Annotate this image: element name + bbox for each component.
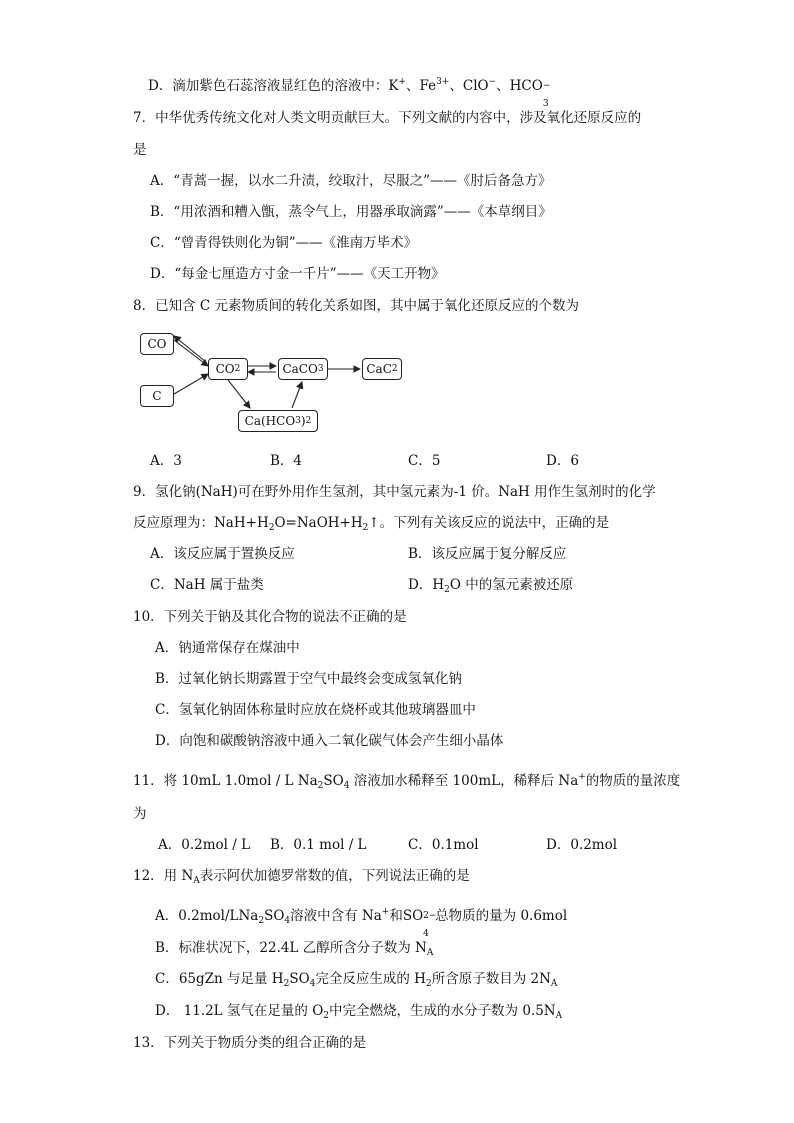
q10-stem: 10．下列关于钠及其化合物的说法不正确的是 xyxy=(133,609,407,625)
q11-stem-line2: 为 xyxy=(133,806,147,822)
q10-option-b: B．过氧化钠长期露置于空气中最终会变成氢氧化钠 xyxy=(155,671,462,687)
q12-stem: 12．用 $N_A$表示阿伏加德罗常数的值，下列说法正确的是 xyxy=(133,868,470,886)
q11-option-d: D．0.2mol xyxy=(546,837,618,853)
q12-option-d: D． 11.2L 氢气在足量的 $O_2$中完全燃烧，生成的水分子数为 $0.5N_A$ xyxy=(155,1003,563,1021)
q7-stem-line1: 7．中华优秀传统文化对人类文明贡献巨大。下列文献的内容中，涉及氧化还原反应的 xyxy=(133,110,642,126)
node-cac2: CaC 2 xyxy=(362,358,402,380)
q11-option-b: B．0.1 mol / L xyxy=(270,837,367,853)
node-co: CO xyxy=(140,333,174,355)
q10-option-a: A．钠通常保存在煤油中 xyxy=(155,640,300,656)
q9-stem-line1: 9．氢化钠(NaH)可在野外用作生氢剂，其中氢元素为-1 价。NaH 用作生氢剂时的化学 xyxy=(133,484,656,500)
q12-option-a: A．$0.2mol/LNa_2SO_4$溶液中含有 Na+和SO 2− 4 总物质的量为 0.6mol xyxy=(155,907,568,939)
q9-option-c: C．NaH 属于盐类 xyxy=(150,577,264,593)
q10-option-d: D．向饱和碳酸钠溶液中通入二氧化碳气体会产生细小晶体 xyxy=(155,733,504,749)
node-c: C xyxy=(140,385,174,407)
node-co2: CO 2 xyxy=(208,358,248,380)
q8-stem: 8．已知含 C 元素物质间的转化关系如图，其中属于氧化还原反应的个数为 xyxy=(133,298,580,314)
node-cahco3-2: Ca(HCO 3 ) 2 xyxy=(238,410,318,432)
q13-stem: 13．下列关于物质分类的组合正确的是 xyxy=(133,1035,367,1051)
q7-option-c: C．“曾青得铁则化为铜”——《淮南万毕术》 xyxy=(150,235,418,251)
q12-option-c: C．65gZn 与足量 $H_2SO_4$完全反应生成的 $H_2$所含原子数目为 $2N_A$ xyxy=(155,971,558,989)
q8-option-c: C．5 xyxy=(408,453,441,469)
q7-option-b: B．“用浓酒和糟入甑，蒸令气上，用器承取滴露”——《本草纲目》 xyxy=(150,204,552,220)
q9-stem-line2: 反应原理为：$NaH+H_2O=NaOH+H_2↑$。下列有关该反应的说法中，正确的是 xyxy=(133,515,610,533)
q10-option-c: C．氢氧化钠固体称量时应放在烧杯或其他玻璃器皿中 xyxy=(155,702,476,718)
node-caco3: CaCO 3 xyxy=(278,358,328,380)
q8-option-d: D．6 xyxy=(546,453,579,469)
q6-option-d: D．滴加紫色石蕊溶液显红色的溶液中：K+、$Fe^{3+}$、ClO−、HCO − 3 xyxy=(148,77,551,109)
q11-option-a: A．0.2mol / L xyxy=(158,837,251,853)
q11-option-c: C．0.1mol xyxy=(408,837,479,853)
q7-option-d: D．“每金七厘造方寸金一千片”——《天工开物》 xyxy=(150,266,445,282)
carbon-conversion-diagram xyxy=(136,328,406,436)
q9-option-b: B．该反应属于复分解反应 xyxy=(408,546,567,562)
q8-option-a: A．3 xyxy=(150,453,182,469)
q9-option-a: A．该反应属于置换反应 xyxy=(150,546,295,562)
q9-option-d: D．$H_2O$ 中的氢元素被还原 xyxy=(408,577,574,595)
q7-stem-line2: 是 xyxy=(133,142,147,158)
q11-stem-line1: 11．将 10mL 1.0mol / L $Na_2SO_4$ 溶液加水稀释至 100mL，稀释后 Na+的物质的量浓度 xyxy=(133,772,681,791)
q8-option-b: B．4 xyxy=(270,453,303,469)
q7-option-a: A．“青蒿一握，以水二升渍，绞取汁，尽服之”——《肘后备急方》 xyxy=(150,173,552,189)
q12-option-b: B．标准状况下，22.4L 乙醇所含分子数为 $N_A$ xyxy=(155,940,434,958)
